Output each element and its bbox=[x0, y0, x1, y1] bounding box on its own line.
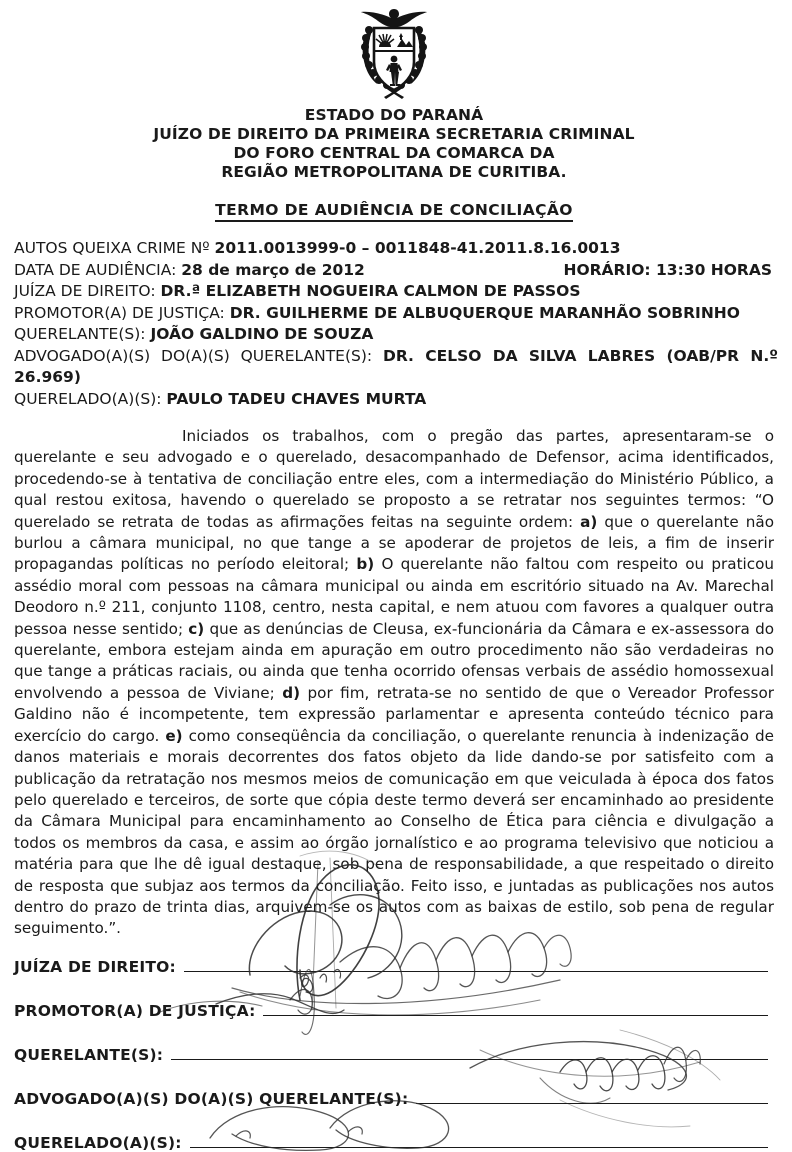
signature-label: ADVOGADO(A)(S) DO(A)(S) QUERELANTE(S): bbox=[14, 1089, 409, 1108]
header-line-forum: DO FORO CENTRAL DA COMARCA DA bbox=[233, 144, 555, 162]
autos-value: 2011.0013999-0 – 0011848-41.2011.8.16.0013 bbox=[214, 239, 621, 257]
body-text-run: como conseqüência da conciliação, o querelante renuncia à indenização de danos materiais e morais decorrentes dos fatos objeto da lide dando-se por satisfeito com a publicação da retratação nos mesmos meios de comunicação em que veiculada à época dos fatos pelo querelado e terceiros, de sorte que cópia deste termo deverá ser encaminhado ao presidente da Câmara Municipal para encaminhamento ao Conselho de Ética para ciência e divulgação a todos os membros da casa, e assim ao órgão jornalístico e ao programa televisivo que noticiou a matéria para que lhe dê igual destaque, sob pena de responsabilidade, a que respeitado o direito de resposta que subjaz aos termos da conciliação. Feito isso, e juntadas as publicações nos autos dentro do prazo de trinta dias, arquivem-se os autos com as baixas de estilo, sob pena de regular seguimento.”. bbox=[14, 726, 774, 938]
meta-row-judge bbox=[14, 281, 778, 303]
signature-label: JUÍZA DE DIREITO: bbox=[14, 957, 176, 976]
hearing-body-text bbox=[10, 426, 778, 940]
body-text-run: que o querelante não burlou a câmara municipal, no que tange a se apoderar de projetos de leis, a fim de inserir propagandas políticas no período eleitoral; bbox=[14, 512, 774, 574]
header-line-court: JUÍZO DE DIREITO DA PRIMEIRA SECRETARIA CRIMINAL bbox=[153, 125, 635, 143]
signature-label: PROMOTOR(A) DE JUSTIÇA: bbox=[14, 1001, 256, 1020]
page-title: TERMO DE AUDIÊNCIA DE CONCILIAÇÃO bbox=[215, 201, 573, 222]
signature-row bbox=[14, 1002, 778, 1020]
case-metadata bbox=[10, 238, 778, 410]
meta-row-defendant bbox=[14, 389, 778, 411]
judge-label: JUÍZA DE DIREITO: bbox=[14, 282, 161, 300]
signature-line[interactable] bbox=[263, 1003, 768, 1016]
autos-label: AUTOS QUEIXA CRIME Nº bbox=[14, 239, 215, 257]
header-line-state: ESTADO DO PARANÁ bbox=[304, 106, 484, 124]
hearing-date bbox=[14, 260, 365, 282]
defendant-label: QUERELADO(A)(S): bbox=[14, 389, 167, 408]
hearing-time: HORÁRIO: 13:30 HORAS bbox=[563, 260, 772, 279]
document-title-container bbox=[10, 200, 778, 222]
date-value: 28 de março de 2012 bbox=[181, 260, 365, 279]
signature-block bbox=[10, 958, 778, 1152]
meta-row-date-time bbox=[14, 260, 778, 282]
signature-row bbox=[14, 1090, 778, 1108]
body-text-run: que as denúncias de Cleusa, ex-funcionária da Câmara e ex-assessora do querelante, embora estejam ainda em apuração em outro procedimento não são verdadeiras no que tange a práticas raciais, ou ainda que tenha ocorrido ofensas verbais de assédio homossexual envolvendo a pessoa de Viviane; bbox=[14, 619, 775, 702]
body-item-marker: d) bbox=[282, 683, 301, 702]
signature-row bbox=[14, 958, 778, 976]
crest-container bbox=[10, 0, 778, 104]
defendant-value: PAULO TADEU CHAVES MURTA bbox=[166, 389, 427, 408]
signature-line[interactable] bbox=[184, 959, 768, 972]
signature-label: QUERELANTE(S): bbox=[14, 1045, 164, 1064]
court-header bbox=[10, 106, 778, 182]
header-line-region: REGIÃO METROPOLITANA DE CURITIBA. bbox=[221, 163, 567, 181]
body-item-marker: c) bbox=[188, 619, 205, 638]
signature-line[interactable] bbox=[171, 1047, 768, 1060]
body-text-run: O querelante não faltou com respeito ou praticou assédio moral com pessoas na câmara municipal ou ainda em escritório situado na Av. Marechal Deodoro n.º 211, conjunto 1108, centro, nesta capital, e nem atuou com favores a qualquer outra pessoa nesse sentido; bbox=[14, 555, 775, 638]
body-text-run: Iniciados os trabalhos, com o pregão das partes, apresentaram-se o querelante e seu advogado e o querelado, desacompanhado de Defensor, acima identificados, procedendo-se à tentativa de conciliação entre eles, com a intermediação do Ministério Público, a qual restou exitosa, havendo o querelado se proposto a se retratar nos seguintes termos: “O querelado se retrata de todas as afirmações feitas na seguinte ordem: bbox=[14, 427, 774, 531]
judge-value: DR.ª ELIZABETH NOGUEIRA CALMON DE PASSOS bbox=[160, 282, 581, 300]
meta-row-plaintiff bbox=[14, 324, 778, 346]
meta-row-prosecutor bbox=[14, 303, 778, 325]
signature-row bbox=[14, 1134, 778, 1152]
meta-row-attorney bbox=[14, 346, 778, 389]
signature-line[interactable] bbox=[416, 1091, 768, 1104]
signature-row bbox=[14, 1046, 778, 1064]
prosecutor-label: PROMOTOR(A) DE JUSTIÇA: bbox=[14, 303, 230, 322]
attorney-value: DR. CELSO DA SILVA LABRES (OAB/PR N.º 26.969) bbox=[14, 346, 778, 386]
body-item-marker: e) bbox=[165, 726, 183, 745]
signature-label: QUERELADO(A)(S): bbox=[14, 1133, 182, 1152]
parana-coat-of-arms-icon bbox=[339, 4, 449, 102]
signature-line[interactable] bbox=[190, 1135, 768, 1148]
body-item-marker: a) bbox=[580, 512, 598, 531]
prosecutor-value: DR. GUILHERME DE ALBUQUERQUE MARANHÃO SOBRINHO bbox=[229, 303, 740, 322]
plaintiff-value: JOÃO GALDINO DE SOUZA bbox=[150, 325, 374, 343]
body-item-marker: b) bbox=[356, 555, 375, 574]
meta-row-autos bbox=[14, 238, 778, 260]
attorney-label: ADVOGADO(A)(S) DO(A)(S) QUERELANTE(S): bbox=[14, 346, 383, 365]
plaintiff-label: QUERELANTE(S): bbox=[14, 325, 151, 343]
body-text-run: por fim, retrata-se no sentido de que o Vereador Professor Galdino não é incompetente, tem expressão parlamentar e apresenta conteúdo técnico para exercício do cargo. bbox=[14, 683, 774, 745]
date-label: DATA DE AUDIÊNCIA: bbox=[14, 260, 182, 279]
